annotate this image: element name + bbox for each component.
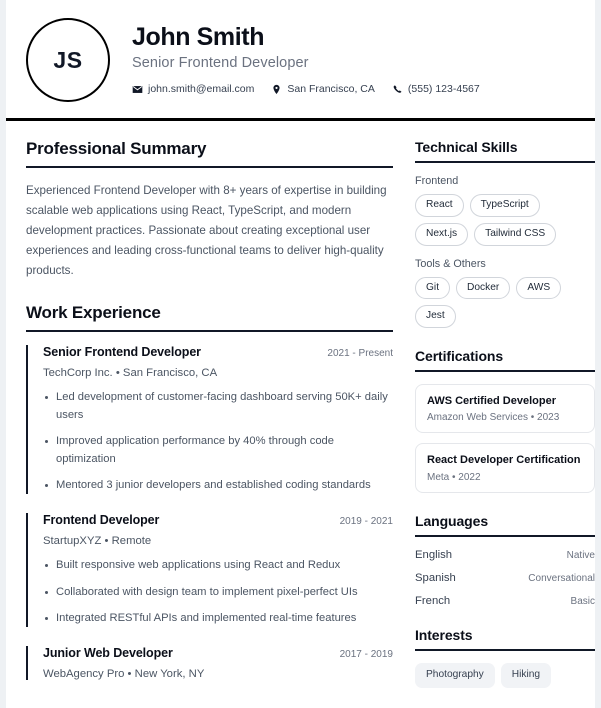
- skill-pill[interactable]: React: [415, 194, 464, 217]
- section-certifications: [415, 348, 595, 493]
- experience-item: [26, 646, 393, 680]
- skill-pill[interactable]: Tailwind CSS: [474, 223, 556, 246]
- skill-group-tools: [415, 258, 595, 329]
- section-heading-experience: Work Experience: [26, 303, 393, 332]
- experience-header: [43, 646, 393, 660]
- skill-pill-row: [415, 277, 595, 329]
- skill-pill[interactable]: TypeScript: [470, 194, 540, 217]
- experience-bullet: Built responsive web applications using React and Redux: [43, 556, 393, 574]
- experience-bullet: Mentored 3 junior developers and established coding standards: [43, 476, 393, 494]
- skill-pill-row: [415, 194, 595, 246]
- language-name: Spanish: [415, 571, 456, 584]
- section-heading-interests: Interests: [415, 627, 595, 651]
- certification-meta: Amazon Web Services • 2023: [427, 412, 560, 424]
- certification-meta: Meta • 2022: [427, 471, 481, 483]
- contact-location-text: San Francisco, CA: [287, 83, 375, 95]
- section-heading-certifications: Certifications: [415, 348, 595, 372]
- section-work-experience: [26, 303, 393, 680]
- section-languages: [415, 513, 595, 607]
- experience-dates: 2017 - 2019: [339, 648, 393, 660]
- language-level: Basic: [570, 595, 595, 607]
- section-professional-summary: [26, 139, 393, 281]
- experience-bullet: Led development of customer-facing dashboard serving 50K+ daily users: [43, 388, 393, 424]
- resume-body: [6, 121, 595, 708]
- language-row: [415, 549, 595, 561]
- section-heading-summary: Professional Summary: [26, 139, 393, 168]
- interest-pill[interactable]: Photography: [415, 663, 495, 688]
- avatar-initials: JS: [53, 46, 83, 73]
- experience-list: [26, 345, 393, 680]
- contact-phone[interactable]: [392, 83, 480, 95]
- experience-company-location: WebAgency Pro • New York, NY: [43, 667, 205, 680]
- certification-name: AWS Certified Developer: [427, 395, 556, 408]
- experience-company-location: TechCorp Inc. • San Francisco, CA: [43, 366, 218, 379]
- skill-pill[interactable]: AWS: [516, 277, 561, 300]
- contact-email-text: john.smith@email.com: [148, 83, 255, 95]
- experience-bullets: [43, 388, 393, 495]
- experience-header: [43, 513, 393, 527]
- language-level: Conversational: [528, 572, 595, 584]
- section-heading-skills: Technical Skills: [415, 139, 595, 163]
- page-title: John Smith: [132, 23, 265, 51]
- language-list: [415, 549, 595, 607]
- experience-role: Junior Web Developer: [43, 645, 173, 660]
- map-pin-icon: [271, 84, 282, 95]
- envelope-icon: [132, 84, 143, 95]
- experience-role: Senior Frontend Developer: [43, 344, 201, 359]
- contact-location: [271, 83, 375, 95]
- contact-phone-text: (555) 123-4567: [407, 83, 480, 95]
- skill-group-label: Frontend: [415, 175, 459, 187]
- skill-pill[interactable]: Jest: [415, 305, 456, 328]
- skill-group-label: Tools & Others: [415, 257, 486, 270]
- section-technical-skills: [415, 139, 595, 328]
- experience-bullet: Integrated RESTful APIs and implemented real-time features: [43, 609, 393, 627]
- experience-dates: 2019 - 2021: [339, 516, 393, 528]
- skill-pill[interactable]: Docker: [456, 277, 510, 300]
- summary-text: Experienced Frontend Developer with 8+ years of expertise in building scalable web applications using React, TypeScript, and modern development practices. Passionate about creating exceptional user experiences and leading cross-functional teams to deliver high-quality products.: [26, 184, 387, 277]
- experience-bullet: Collaborated with design team to implement pixel-perfect UIs: [43, 583, 393, 601]
- experience-item: [26, 513, 393, 626]
- certification-name: React Developer Certification: [427, 454, 581, 467]
- experience-item: [26, 345, 393, 495]
- interest-pill[interactable]: Hiking: [501, 663, 551, 688]
- main-column: [26, 139, 393, 702]
- phone-icon: [392, 84, 403, 95]
- certification-card[interactable]: [415, 443, 595, 492]
- skill-pill[interactable]: Git: [415, 277, 450, 300]
- certification-card[interactable]: [415, 384, 595, 433]
- experience-role: Frontend Developer: [43, 513, 160, 528]
- experience-company-location: StartupXYZ • Remote: [43, 535, 152, 548]
- experience-header: [43, 345, 393, 359]
- sidebar-column: [415, 139, 595, 708]
- resume-header: [6, 0, 595, 121]
- language-row: [415, 595, 595, 607]
- experience-bullets: [43, 556, 393, 626]
- experience-bullet: Improved application performance by 40% through code optimization: [43, 432, 393, 468]
- certification-list: [415, 384, 595, 493]
- identity-block: [132, 23, 575, 97]
- section-interests: [415, 627, 595, 688]
- experience-dates: 2021 - Present: [327, 347, 393, 359]
- avatar: [26, 18, 110, 102]
- contact-row: [132, 83, 575, 95]
- job-title: Senior Frontend Developer: [132, 55, 309, 71]
- section-heading-languages: Languages: [415, 513, 595, 537]
- skill-pill[interactable]: Next.js: [415, 223, 468, 246]
- language-name: French: [415, 594, 451, 607]
- language-name: English: [415, 548, 453, 561]
- language-level: Native: [566, 549, 595, 561]
- language-row: [415, 572, 595, 584]
- resume-document: [6, 0, 595, 708]
- contact-email[interactable]: [132, 83, 254, 95]
- skill-group-frontend: [415, 175, 595, 246]
